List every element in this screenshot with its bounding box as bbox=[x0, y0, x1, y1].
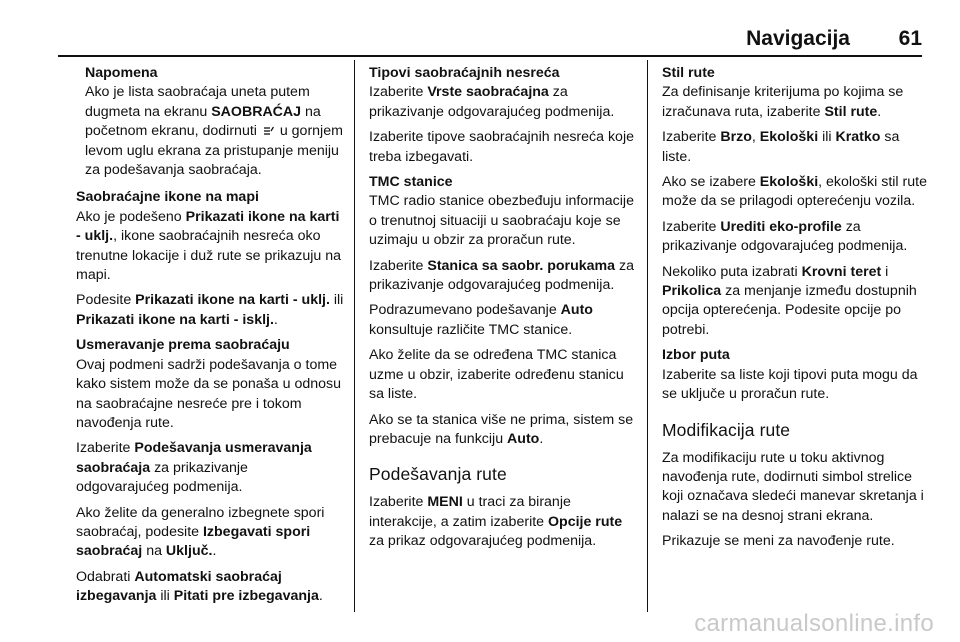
paragraph: Odabrati Automatski saobraćaj izbegavanja ili Pitati pre izbegavanja. bbox=[76, 568, 323, 605]
column-divider bbox=[647, 60, 648, 612]
paragraph: Izaberite Stanica sa saobr. porukama za prikazivanje odgovarajućeg podmenija. bbox=[369, 257, 634, 294]
paragraph: Podesite Prikazati ikone na karti - uklj. ili Prikazati ikone na karti - isklj.. bbox=[76, 292, 344, 328]
section-heading: Saobraćajne ikone na mapi bbox=[76, 189, 259, 206]
watermark-text: carmanualsonline.info bbox=[694, 610, 934, 637]
page-header bbox=[0, 0, 960, 58]
paragraph: Prikazuje se meni za navođenje rute. bbox=[662, 533, 895, 550]
section-heading: Usmeravanje prema saobraćaju bbox=[76, 337, 290, 354]
chapter-heading: Modifikacija rute bbox=[662, 419, 791, 440]
column-2 bbox=[369, 64, 637, 558]
paragraph: TMC radio stanice obezbeđuju informacije o trenutnoj situaciji u saobraćaju koje se uzimaju u obzir za proračun rute. bbox=[369, 193, 634, 249]
paragraph: Podrazumevano podešavanje Auto konsultuje različite TMC stanice. bbox=[369, 302, 593, 338]
note-box bbox=[85, 64, 344, 180]
page-title: Navigacija bbox=[746, 27, 850, 50]
paragraph: Izaberite MENI u traci za biranje interakcije, a zatim izaberite Opcije rute za prikaz odgovarajućeg podmenija. bbox=[369, 494, 623, 550]
paragraph: Nekoliko puta izabrati Krovni teret i Prikolica za menjanje između dostupnih opcija opterećenja. Podesite opcije po potrebi. bbox=[662, 263, 917, 338]
paragraph: Izaberite Podešavanja usmeravanja saobraćaja za prikazivanje odgovarajućeg podmenija. bbox=[76, 440, 312, 496]
note-text: Ako je lista saobraćaja uneta putem dugmeta na ekranu SAOBRAĆAJ na početnom ekranu, dodirnuti u gornjem levom uglu ekrana za pristupanje meniju za podešavanja saobraćaja. bbox=[85, 84, 343, 179]
chapter-heading: Podešavanja rute bbox=[369, 464, 507, 485]
settings-sliders-icon bbox=[263, 125, 274, 136]
paragraph: Izaberite Brzo, Ekološki ili Kratko sa liste. bbox=[662, 129, 900, 165]
paragraph: Za definisanje kriterijuma po kojima se izračunava ruta, izaberite Stil rute. bbox=[662, 84, 904, 120]
paragraph: Ako se izabere Ekološki, ekološki stil rute može da se prilagodi opterećenju vozila. bbox=[662, 174, 927, 210]
paragraph: Ako se ta stanica više ne prima, sistem se prebacuje na funkciju Auto. bbox=[369, 411, 634, 447]
paragraph: Izaberite sa liste koji tipovi puta mogu da se uključe u proračun rute. bbox=[662, 366, 918, 403]
paragraph: Za modifikaciju rute u toku aktivnog navođenja rute, dodirnuti simbol strelice koji označava sledeći manevar skretanja i nalazi se na desnoj strani ekrana. bbox=[662, 449, 924, 524]
paragraph: Ovaj podmeni sadrži podešavanja o tome kako sistem može da se ponaša u odnosu na saobraćajne nesreće pre i tokom navođenja rute. bbox=[76, 356, 341, 431]
section-heading: Izbor puta bbox=[662, 347, 730, 364]
column-3 bbox=[662, 64, 930, 558]
paragraph: Ako želite da se određena TMC stanica uzme u obzir, izaberite određenu stanicu sa liste. bbox=[369, 347, 624, 403]
page-number: 61 bbox=[898, 27, 922, 50]
header-rule bbox=[58, 55, 922, 57]
note-title: Napomena bbox=[85, 65, 158, 81]
column-1 bbox=[76, 64, 344, 613]
paragraph: Izaberite tipove saobraćajnih nesreća koje treba izbegavati. bbox=[369, 129, 634, 165]
paragraph: Izaberite Urediti eko-profile za prikazivanje odgovarajućeg podmenija. bbox=[662, 218, 908, 255]
section-heading: Tipovi saobraćajnih nesreća bbox=[369, 65, 560, 81]
paragraph: Izaberite Vrste saobraćajna za prikazivanje odgovarajućeg podmenija. bbox=[369, 84, 615, 120]
paragraph: Ako je podešeno Prikazati ikone na karti - uklj., ikone saobraćajnih nesreća oko trenutne lokacije i duž rute se prikazuju na mapi. bbox=[76, 208, 341, 284]
section-heading: TMC stanice bbox=[369, 174, 453, 191]
column-divider bbox=[354, 60, 355, 612]
section-heading: Stil rute bbox=[662, 65, 715, 81]
paragraph: Ako želite da generalno izbegnete spori saobraćaj, podesite Izbegavati spori saobraćaj na Uključ.. bbox=[76, 504, 325, 560]
